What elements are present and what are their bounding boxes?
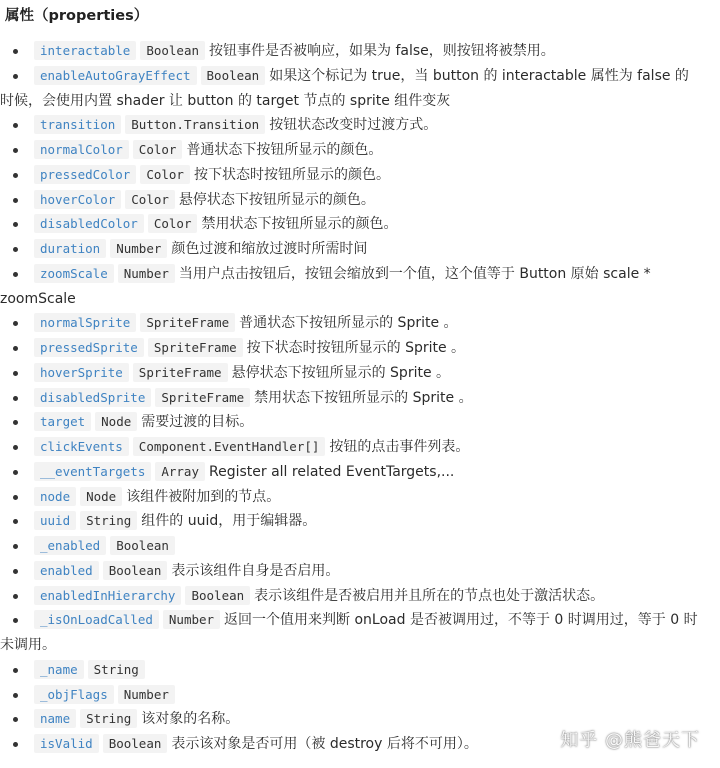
property-name: hoverSprite [34, 363, 129, 382]
property-name: disabledSprite [34, 388, 151, 407]
property-description: 按下状态时按钮所显示的颜色。 [193, 166, 390, 183]
bullet-icon [13, 272, 18, 277]
bullet-icon [13, 445, 18, 450]
property-type: Color [133, 140, 183, 159]
property-description: 按钮事件是否被响应，如果为 false，则按钮将被禁用。 [209, 43, 555, 59]
property-item [0, 386, 720, 411]
property-type: Boolean [103, 734, 168, 753]
property-type: Array [155, 462, 205, 481]
property-name: enabledInHierarchy [34, 586, 181, 605]
property-description: 该对象的名称。 [141, 711, 240, 728]
property-name: target [34, 412, 91, 431]
property-name: pressedColor [34, 165, 136, 184]
property-item [0, 559, 720, 584]
bullet-icon [13, 618, 18, 623]
bullet-icon [13, 198, 18, 203]
property-name: enabled [34, 561, 99, 580]
bullet-icon [13, 717, 18, 722]
property-type: Color [125, 190, 175, 209]
bullet-icon [13, 371, 18, 376]
property-item [0, 485, 720, 510]
property-item [0, 163, 720, 188]
property-description: 该组件被附加到的节点。 [126, 488, 281, 505]
property-description: 按钮的点击事件列表。 [329, 439, 470, 455]
bullet-icon [13, 123, 18, 128]
property-name: __eventTargets [34, 462, 151, 481]
bullet-icon [13, 346, 18, 351]
property-description: 组件的 uuid，用于编辑器。 [141, 513, 317, 530]
property-name: duration [34, 239, 106, 258]
property-item [0, 64, 720, 114]
property-name: transition [34, 115, 121, 134]
property-item [0, 683, 720, 708]
property-type: SpriteFrame [148, 338, 243, 357]
bullet-icon [13, 470, 18, 475]
bullet-icon [13, 495, 18, 500]
property-type: Number [118, 685, 175, 704]
property-name: interactable [34, 41, 136, 60]
property-name: normalSprite [34, 313, 136, 332]
property-type: Color [140, 165, 190, 184]
bullet-icon [13, 247, 18, 252]
property-name: _objFlags [34, 685, 114, 704]
property-item [0, 138, 720, 163]
property-item [0, 460, 720, 485]
bullet-icon [13, 148, 18, 153]
property-description: 按钮状态改变时过渡方式。 [269, 117, 438, 134]
property-item [0, 509, 720, 534]
property-type: String [80, 709, 137, 728]
bullet-icon [13, 519, 18, 524]
property-description: 当用户点击按钮后，按钮会缩放到一个值，这个值等于 Button 原始 scale * zoomScale [0, 265, 651, 307]
bullet-icon [13, 693, 18, 698]
bullet-icon [13, 742, 18, 747]
property-item [0, 608, 720, 658]
bullet-icon [13, 321, 18, 326]
property-type: Boolean [140, 41, 205, 60]
bullet-icon [13, 569, 18, 574]
property-name: name [34, 709, 76, 728]
property-item [0, 237, 720, 262]
property-description: 普通状态下按钮所显示的 Sprite 。 [239, 315, 458, 332]
property-description: 表示该对象是否可用（被 destroy 后将不可用）。 [171, 736, 478, 752]
property-description: 返回一个值用来判断 onLoad 是否被调用过，不等于 0 时调用过，等于 0 时未调用。 [0, 612, 698, 653]
property-type: Node [95, 412, 137, 431]
bullet-icon [13, 668, 18, 673]
property-item [0, 336, 720, 361]
property-description: 普通状态下按钮所显示的颜色。 [186, 142, 383, 158]
property-item [0, 311, 720, 336]
properties-list [0, 39, 720, 757]
property-description: 悬停状态下按钮所显示的 Sprite 。 [231, 364, 451, 381]
property-description: 禁用状态下按钮所显示的颜色。 [201, 216, 398, 233]
property-type: Node [80, 487, 122, 506]
property-type: Boolean [185, 586, 250, 605]
watermark: 知乎 @熊爸天下 [560, 730, 700, 751]
bullet-icon [13, 74, 18, 79]
property-name: node [34, 487, 76, 506]
property-description: Register all related EventTargets,... [209, 463, 455, 480]
bullet-icon [13, 544, 18, 549]
property-type: Boolean [201, 66, 266, 85]
bullet-icon [13, 594, 18, 599]
property-item [0, 39, 720, 64]
property-description: 禁用状态下按钮所显示的 Sprite 。 [254, 389, 473, 406]
bullet-icon [13, 173, 18, 178]
property-type: String [88, 660, 145, 679]
property-item [0, 361, 720, 386]
property-item [0, 435, 720, 460]
property-description: 需要过渡的目标。 [141, 414, 254, 431]
bullet-icon [13, 222, 18, 227]
property-type: SpriteFrame [140, 313, 235, 332]
property-name: clickEvents [34, 437, 129, 456]
bullet-icon [13, 420, 18, 425]
bullet-icon [13, 396, 18, 401]
property-name: hoverColor [34, 190, 121, 209]
property-type: Boolean [110, 536, 175, 555]
property-name: normalColor [34, 140, 129, 159]
property-description: 按下状态时按钮所显示的 Sprite 。 [246, 340, 466, 356]
property-type: SpriteFrame [133, 363, 228, 382]
property-name: _name [34, 660, 84, 679]
property-type: Color [148, 214, 198, 233]
property-description: 悬停状态下按钮所显示的颜色。 [178, 191, 375, 208]
property-name: pressedSprite [34, 338, 144, 357]
property-name: zoomScale [34, 264, 114, 283]
property-description: 如果这个标记为 true，当 button 的 interactable 属性为 false 的时候，会使用内置 shader 让 button 的 target 节点的 sprite 组件变灰 [0, 67, 689, 109]
property-name: _isOnLoadCalled [34, 610, 159, 629]
property-type: Button.Transition [125, 115, 265, 134]
property-type: Boolean [103, 561, 168, 580]
property-item [0, 410, 720, 435]
property-description: 颜色过渡和缩放过渡时所需时间 [171, 241, 368, 257]
property-item [0, 188, 720, 213]
property-item [0, 658, 720, 683]
property-item [0, 262, 720, 312]
property-type: Number [110, 239, 167, 258]
property-name: uuid [34, 511, 76, 530]
bullet-icon [13, 49, 18, 54]
property-item [0, 584, 720, 609]
property-type: String [80, 511, 137, 530]
property-type: Number [118, 264, 175, 283]
property-description: 表示该组件是否被启用并且所在的节点也处于激活状态。 [254, 587, 605, 604]
property-type: SpriteFrame [155, 388, 250, 407]
property-item [0, 212, 720, 237]
property-item [0, 113, 720, 138]
property-name: disabledColor [34, 214, 144, 233]
property-type: Number [163, 610, 220, 629]
section-heading: 属性（properties） [5, 8, 149, 24]
property-item [0, 534, 720, 559]
property-name: isValid [34, 734, 99, 753]
property-description: 表示该组件自身是否启用。 [171, 562, 340, 579]
property-type: Component.EventHandler[] [133, 437, 326, 456]
property-name: enableAutoGrayEffect [34, 66, 197, 85]
property-name: _enabled [34, 536, 106, 555]
